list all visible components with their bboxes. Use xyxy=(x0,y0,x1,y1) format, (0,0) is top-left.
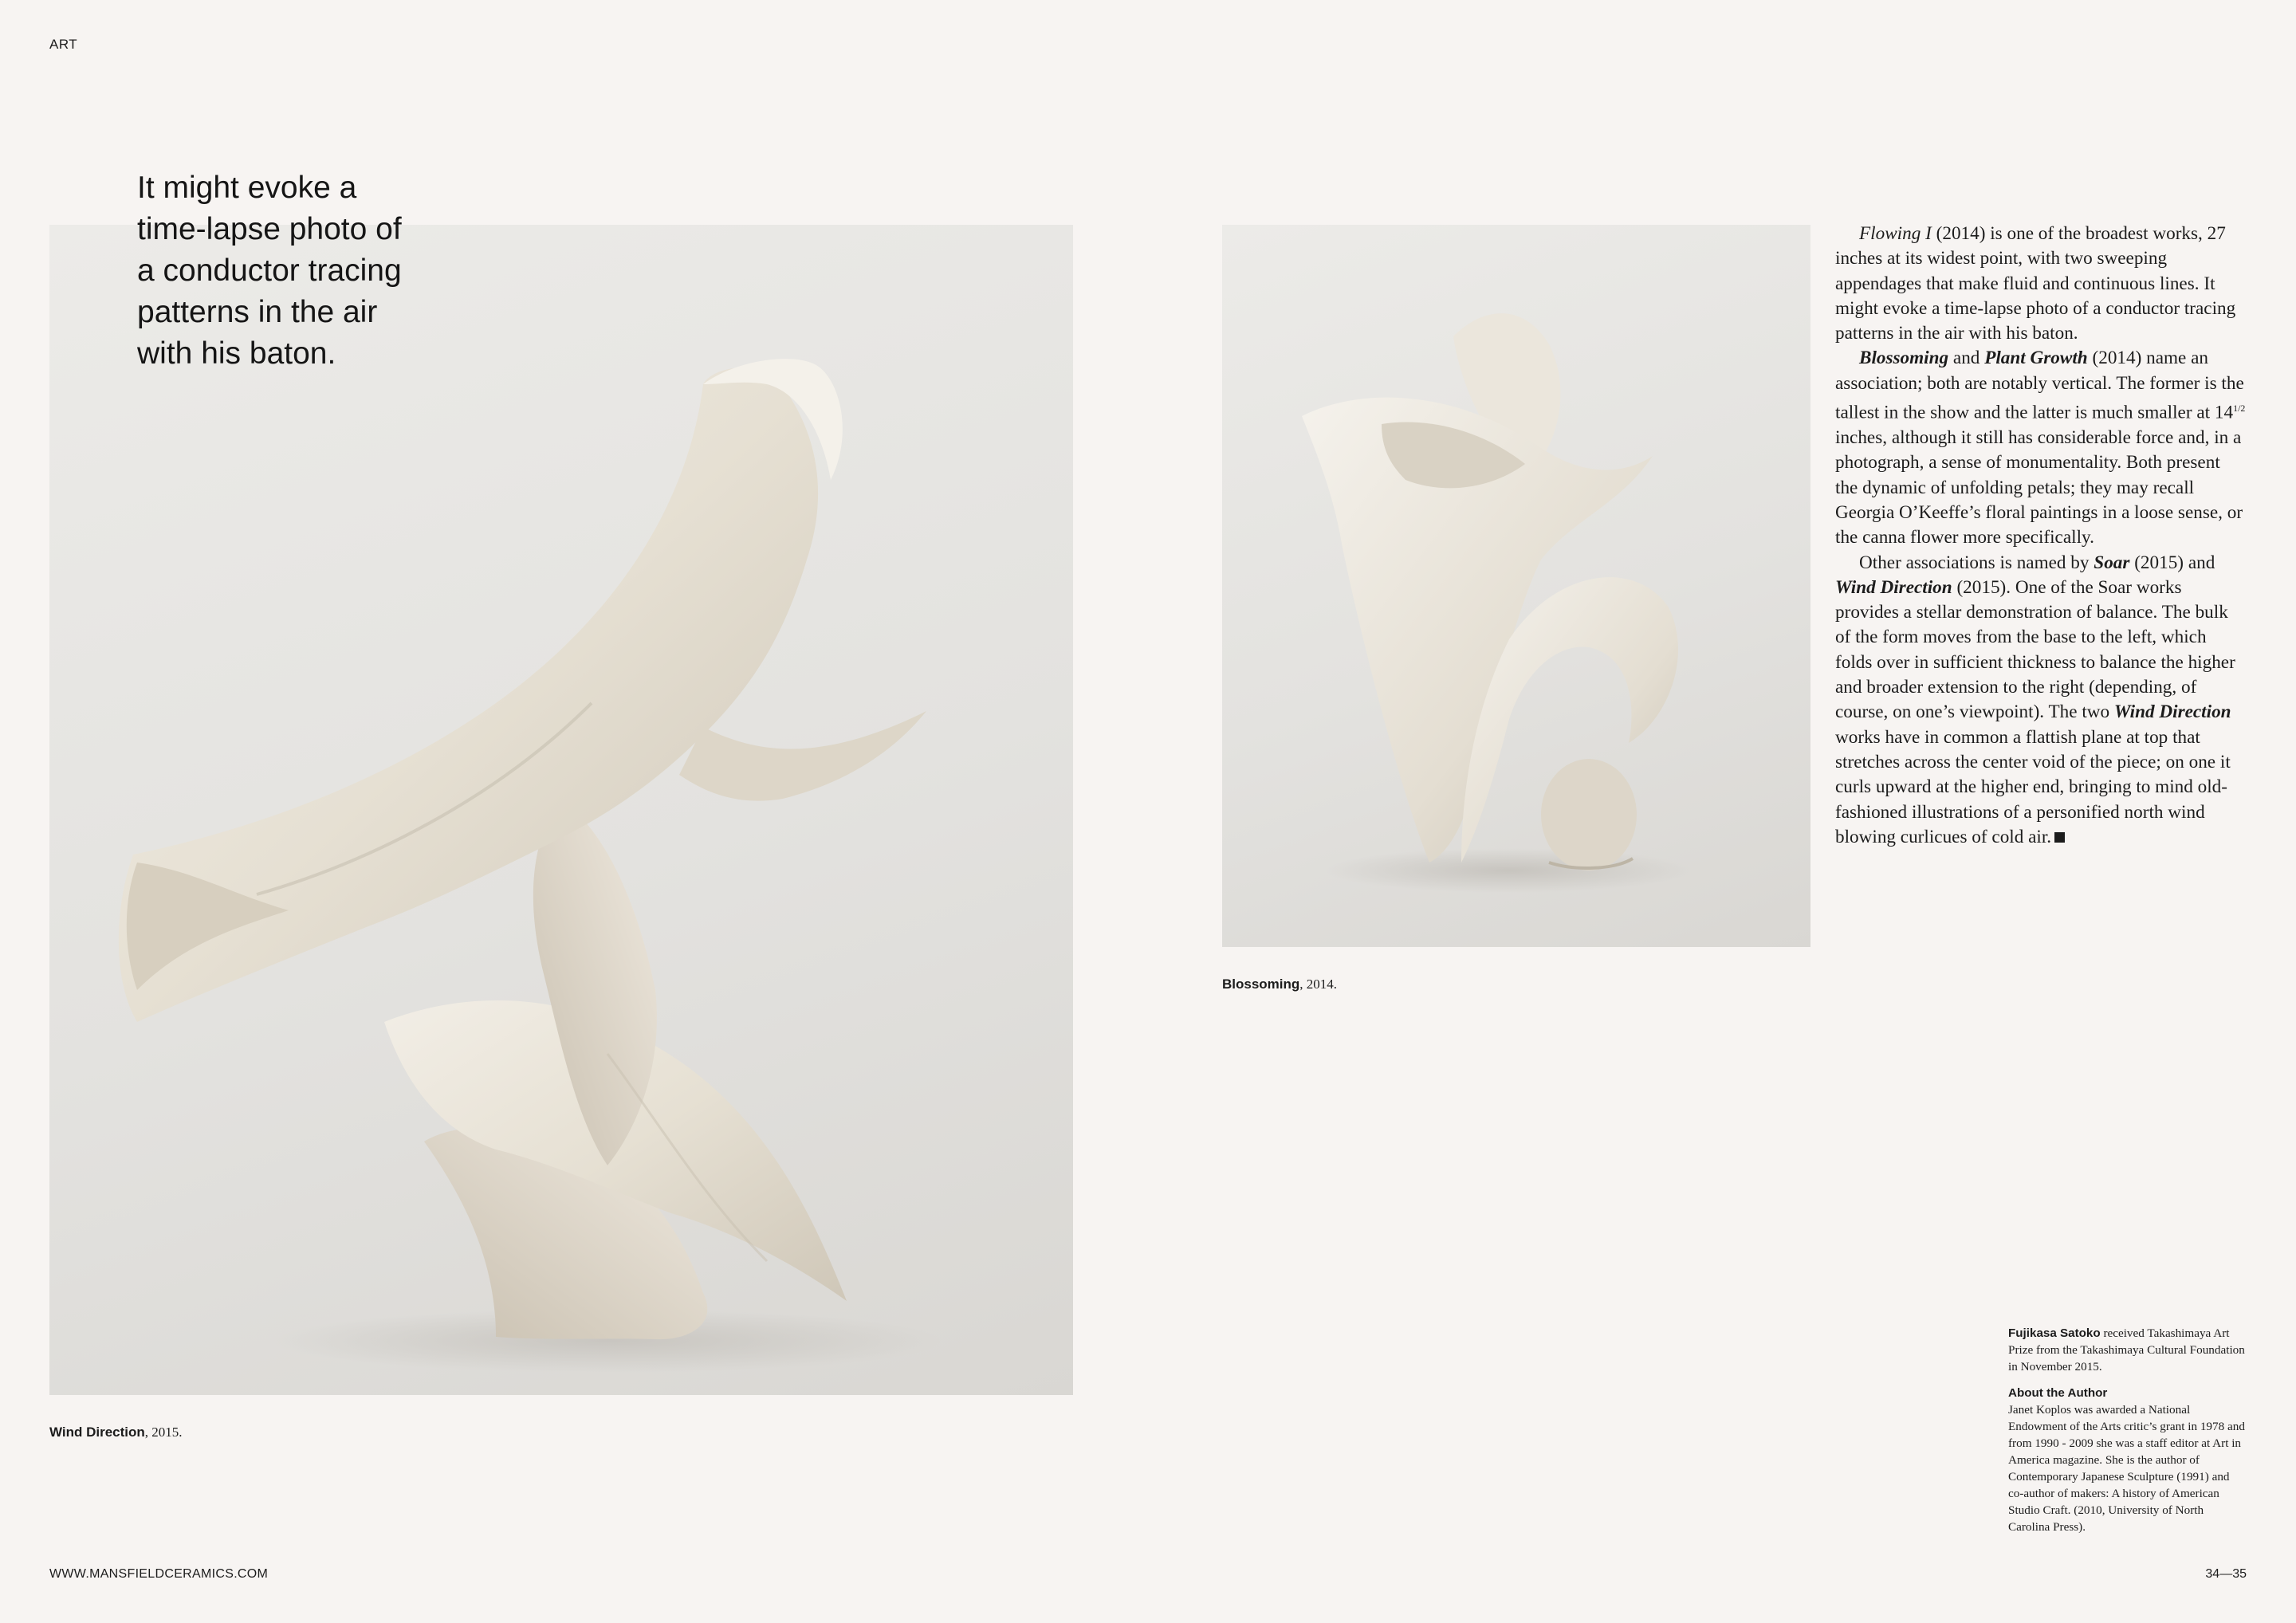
paragraph: Other associations is named by Soar (2015) and Wind Direction (2015). One of the Soar works provides a stellar demonstration of balance. The bulk of the form moves from the base to the left, which folds over in sufficient thickness to balance the higher and broader extension to the right (depending, of course, on one’s viewpoint). The two Wind Direction works have in common a flattish plane at top that stretches across the center void of the piece; on one it curls upward at the higher end, bringing to mind old-fashioned illustrations of a personified north wind blowing curlicues of cold air. xyxy=(1835,552,2235,847)
wind-direction-sculpture xyxy=(49,225,1073,1395)
author-bio: Janet Koplos was awarded a National Endowment of the Arts critic’s grant in 1978 and from 1990 - 2009 she was a staff editor at Art in America magazine. She is the author of Contemporary Japanese Sculpture (1991) and co-author of makers: A history of American Studio Craft. (2010, University of North Carolina Press). xyxy=(2008,1403,2245,1534)
page-numbers: 34—35 xyxy=(2205,1567,2247,1581)
wind-direction-caption xyxy=(49,1424,183,1441)
pull-quote-line: It might evoke a xyxy=(137,171,357,205)
bio-block xyxy=(2008,1325,2247,1535)
pull-quote-line: with his baton. xyxy=(137,336,336,371)
paragraph: Flowing I (2014) is one of the broadest works, 27 inches at its widest point, with two sweeping appendages that make fluid and continuous lines. It might evoke a time-lapse photo of a conductor tracing patterns in the air with his baton. xyxy=(1835,223,2236,344)
footer-website: WWW.MANSFIELDCERAMICS.COM xyxy=(49,1567,269,1581)
artwork-title: Soar xyxy=(2094,552,2130,573)
article-body xyxy=(1835,222,2247,850)
artwork-title: Wind Direction xyxy=(1835,576,1952,598)
blossoming-sculpture xyxy=(1222,225,1810,947)
pull-quote-line: time-lapse photo of xyxy=(137,212,402,246)
paragraph: Blossoming and Plant Growth (2014) name an association; both are notably vertical. The former is the tallest in the show and the latter is much smaller at $14^{1/2}$ inches, although it still has considerable force and, in a photograph, a sense of monumentality. Both present the dynamic of unfolding petals; they may recall Georgia O’Keeffe’s floral paintings in a loose sense, or the canna flower more specifically. xyxy=(1835,348,2246,548)
caption-title: Blossoming xyxy=(1222,977,1300,992)
blossoming-caption xyxy=(1222,976,1337,993)
artwork-title: Blossoming xyxy=(1859,348,1949,369)
blossoming-photo xyxy=(1222,225,1810,947)
artwork-title: Wind Direction xyxy=(2113,701,2231,723)
artwork-title: Flowing I xyxy=(1859,223,1932,244)
wind-direction-photo xyxy=(49,225,1073,1395)
artist-note: Fujikasa Satoko received Takashimaya Art Prize from the Takashimaya Cultural Foundation in November 2015. xyxy=(2008,1326,2245,1373)
author-heading: About the Author xyxy=(2008,1386,2108,1400)
pull-quote xyxy=(137,167,456,375)
caption-year: , 2014. xyxy=(1299,977,1338,992)
artist-name: Fujikasa Satoko xyxy=(2008,1326,2101,1340)
pull-quote-line: a conductor tracing xyxy=(137,253,402,288)
caption-year: , 2015. xyxy=(144,1425,183,1440)
section-label: ART xyxy=(49,37,78,52)
end-mark-icon xyxy=(2054,832,2065,843)
pull-quote-line: patterns in the air xyxy=(137,295,378,329)
caption-title: Wind Direction xyxy=(49,1425,145,1440)
artwork-title: Plant Growth xyxy=(1984,348,2088,369)
fraction: 1/2 xyxy=(2233,403,2246,415)
